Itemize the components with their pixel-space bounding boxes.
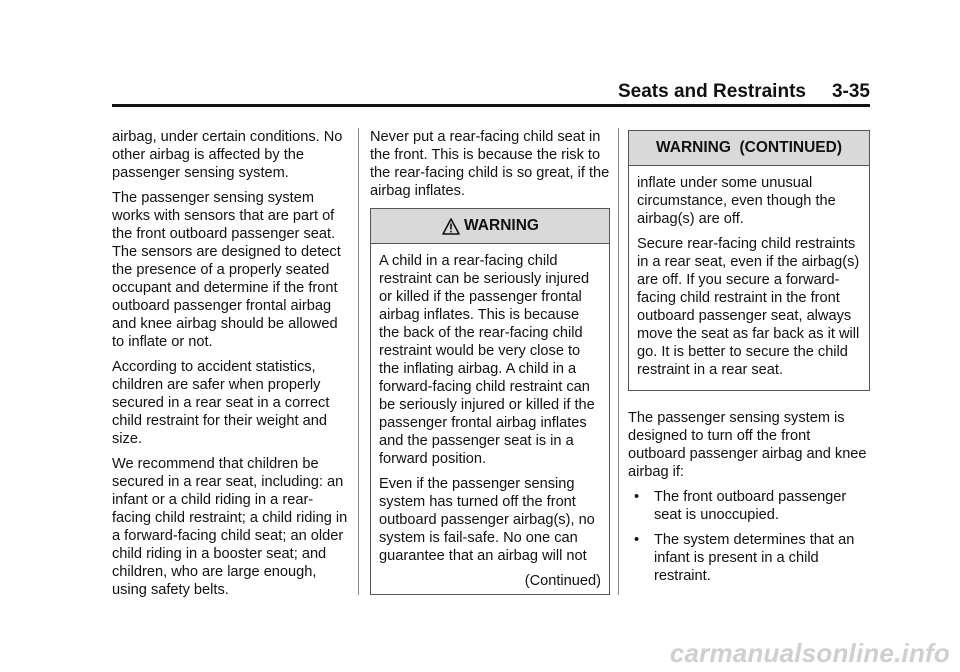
bullet-icon: • [634, 489, 640, 505]
column-1 [112, 128, 348, 606]
paragraph: According to accident statistics, children are safer when properly secured in a rear seat in a correct child restraint for their weight and size. [112, 359, 330, 447]
column-divider-2 [618, 128, 619, 595]
page-header [112, 80, 870, 104]
warning-header [371, 209, 609, 244]
paragraph: Secure rear-facing child restraints in a rear seat, even if the airbag(s) are off. If you secure a forward-facing child restraint in the front outboard passenger seat, always move the seat as far back as it will go. It is better to secure the child restraint in a rear seat. [637, 236, 860, 378]
watermark: carmanualsonline.info [669, 638, 950, 668]
section-title: Seats and Restraints [618, 81, 806, 102]
column-3 [628, 128, 870, 592]
paragraph: The passenger sensing system works with sensors that are part of the front outboard passenger seat. The sensors are designed to detect the presence of a properly seated occupant and determine if the front outboard passenger frontal airbag and knee airbag should be allowed to inflate or not. [112, 190, 341, 350]
warning-body [629, 166, 869, 390]
bullet-icon: • [634, 532, 640, 548]
warning-box [370, 208, 610, 595]
column-2 [370, 128, 610, 595]
paragraph: Even if the passenger sensing system has turned off the front outboard passenger airbag(s), no system is fail-safe. No one can guarantee that an airbag will not [379, 476, 595, 564]
paragraph: We recommend that children be secured in a rear seat, including: an infant or a child riding in a rear-facing child restraint; a child riding in a forward-facing child seat; an older child riding in a booster seat; and children, who are large enough, using safety belts. [112, 456, 348, 598]
header-rule [112, 104, 870, 107]
warning-box-continued [628, 130, 870, 391]
list-item [628, 531, 870, 585]
bullet-list [628, 488, 870, 585]
list-item [628, 488, 870, 524]
page-number: 3-35 [831, 81, 870, 102]
column-divider-1 [358, 128, 359, 595]
paragraph: The passenger sensing system is designed to turn off the front outboard passenger airbag and knee airbag if: [628, 410, 867, 480]
warning-triangle-icon [441, 209, 461, 256]
warning-title: WARNING [464, 217, 539, 234]
warning-body [371, 244, 609, 594]
paragraph: Never put a rear-facing child seat in the front. This is because the risk to the rear-facing child is so great, if the airbag inflates. [370, 129, 610, 199]
list-item-text: The front outboard passenger seat is unoccupied. [654, 489, 847, 523]
warning-header: WARNING (CONTINUED) [629, 131, 869, 166]
paragraph: inflate under some unusual circumstance, even though the airbag(s) are off. [637, 175, 836, 227]
paragraph: A child in a rear-facing child restraint can be seriously injured or killed if the passenger frontal airbag inflates. This is because the back of the rear-facing child restraint would be very close to the inflating airbag. A child in a forward-facing child restraint can be seriously injured or killed if the passenger frontal airbag inflates and the passenger seat is in a forward position. [379, 253, 595, 467]
continued-label: (Continued) [524, 573, 601, 589]
list-item-text: The system determines that an infant is present in a child restraint. [654, 532, 855, 584]
paragraph: airbag, under certain conditions. No other airbag is affected by the passenger sensing system. [112, 129, 343, 181]
